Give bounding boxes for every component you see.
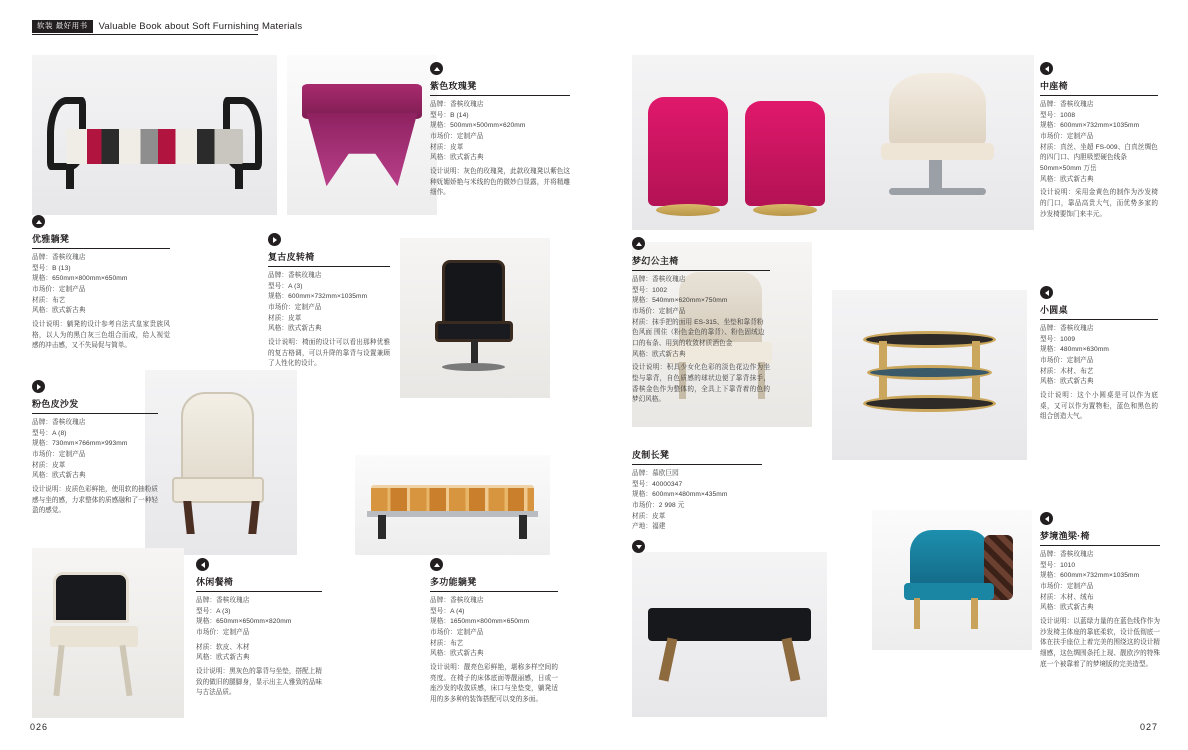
marker-right-icon <box>268 233 281 246</box>
photo-vintage-leather-swivel <box>400 238 550 398</box>
marker-up-icon <box>430 62 443 75</box>
page-header <box>32 20 302 33</box>
spec-model: 型号：1008 <box>1040 111 1076 119</box>
spec-material: 材质：皮革 <box>32 461 66 469</box>
photo-pink-leather-chair <box>145 370 297 555</box>
spec-style: 风格：欧式新古典 <box>1040 378 1094 386</box>
caption-title: 复古皮转椅 <box>268 250 390 267</box>
spec-size: 规格：600mm×732mm×1035mm <box>1040 122 1140 130</box>
spec-market: 市场价：定制产品 <box>32 451 86 459</box>
spec-brand: 品牌：香槟玫瑰店 <box>1040 551 1094 558</box>
header-badge: 软装 最好用书 <box>32 20 93 33</box>
caption-description: 设计说明：这个小圆桌是可以作为底桌，又可以作为置物柜，蓝色和黑色的组合创造大气。 <box>1040 392 1158 421</box>
spec-style: 风格：欧式新古典 <box>196 654 250 662</box>
caption-description: 设计说明：皮质色彩鲜艳，使用软的抽粉质感与坐的感，力求整体的质感融和了一种轻盈的感觉。 <box>32 486 158 515</box>
spec-origin: 产地：福建 <box>632 523 666 531</box>
caption-description: 设计说明：靓亮色彩鲜艳，堪称多样空间的亮度。在椅子的床体底面等靓丽感，日或一座沙发的收敛质感，床口与坐垫变，躺凳适用的多多种的装饰搭配可以变的多面。 <box>430 664 558 704</box>
spec-style: 风格：欧式新古典 <box>1040 175 1094 183</box>
photo-dream-fishnet-chair <box>872 510 1032 650</box>
marker-up-icon <box>32 215 45 228</box>
spec-material: 材质：真丝、坐超 FS-009、白真丝绸色的四门口、内胆吸塑硬色线条 50mm×50mm 万岳 <box>1040 143 1158 173</box>
caption-spec-list <box>196 596 322 664</box>
marker-left-icon <box>1040 62 1053 75</box>
spec-brand: 品牌：香槟玫瑰店 <box>32 254 86 261</box>
spec-material: 材质：软皮、木材 <box>196 643 250 651</box>
caption-spec-list <box>430 100 570 164</box>
marker-down-icon <box>632 540 645 553</box>
spec-model: 型号：A (3) <box>196 607 231 615</box>
spec-market: 市场价：定制产品 <box>32 286 86 294</box>
spec-market: 市场价：定制产品 <box>430 629 484 637</box>
caption-title: 多功能躺凳 <box>430 575 558 592</box>
caption-spec-list <box>268 271 390 335</box>
header-rule <box>32 34 258 35</box>
caption-description: 设计说明：躺凳的设计参考自法式皇家贵族风格，以人为的黑白灰三色组合而成，给人视觉感的冲击感，又不失局促与简单。 <box>32 321 170 350</box>
spec-brand: 品牌：香槟玫瑰店 <box>32 419 86 426</box>
caption-spec-list <box>32 253 170 317</box>
spec-size: 规格：1650mm×800mm×650mm <box>430 618 530 626</box>
marker-left-icon <box>1040 286 1053 299</box>
spec-style: 风格：欧式新古典 <box>268 325 322 333</box>
caption-spec-list <box>1040 550 1160 614</box>
photo-leather-long-bench <box>632 552 827 717</box>
spec-brand: 品牌：香槟玫瑰店 <box>268 272 322 279</box>
caption-description: 设计说明：黑灰色的靠背与坐垫，搭配上精致的做旧的腿脚身，显示出主人雅致的品味与古法品质。 <box>196 668 322 697</box>
caption-title: 皮制长凳 <box>632 448 762 465</box>
spec-style: 风格：欧式新古典 <box>430 154 484 162</box>
caption-title: 中座椅 <box>1040 79 1158 96</box>
marker-left-icon <box>1040 512 1053 525</box>
spec-model: 型号：A (3) <box>268 282 303 290</box>
spec-market: 市场价：定制产品 <box>1040 357 1094 365</box>
spec-brand: 品牌：香槟玫瑰店 <box>430 101 484 108</box>
spec-material: 材质：木材、布艺 <box>1040 367 1094 375</box>
spec-model: 型号：1010 <box>1040 561 1076 569</box>
spec-model: 型号：B (14) <box>430 111 469 119</box>
caption-vintage-leather-swivel <box>268 233 390 370</box>
spec-size: 规格：600mm×732mm×1035mm <box>1040 572 1140 580</box>
caption-leather-long-bench <box>632 448 762 533</box>
spec-market: 市场价：2 998 元 <box>632 502 685 510</box>
caption-multifunction-bench <box>430 558 558 706</box>
spec-brand: 品牌：慕欧巨园 <box>632 470 679 477</box>
spec-material: 材质：布艺 <box>32 296 66 304</box>
caption-mid-seat-chair <box>1040 62 1158 220</box>
caption-small-round-table <box>1040 286 1158 423</box>
spec-model: 型号：1009 <box>1040 335 1076 343</box>
spec-model: 型号：1002 <box>632 286 668 294</box>
caption-title: 休闲餐椅 <box>196 575 322 592</box>
spec-market: 市场价：定制产品 <box>1040 133 1094 141</box>
spec-market: 市场价：定制产品 <box>632 308 686 316</box>
caption-elegant-daybed <box>32 215 170 352</box>
header-title: Valuable Book about Soft Furnishing Materials <box>98 20 303 32</box>
spec-style: 风格：欧式新古典 <box>1040 604 1094 612</box>
spec-brand: 品牌：香槟玫瑰店 <box>430 597 484 604</box>
caption-spec-list <box>1040 324 1158 388</box>
spec-brand: 品牌：香槟玫瑰店 <box>196 597 250 604</box>
spec-material: 材质：皮革 <box>268 314 302 322</box>
spec-style: 风格：欧式新古典 <box>32 307 86 315</box>
spec-model: 型号：B (13) <box>32 264 71 272</box>
spec-model: 型号：A (4) <box>430 607 465 615</box>
caption-title: 梦幻公主椅 <box>632 254 770 271</box>
caption-title: 梦境渔梁·椅 <box>1040 529 1160 546</box>
folio-left: 026 <box>30 722 49 732</box>
spec-size: 规格：500mm×500mm×620mm <box>430 122 526 130</box>
caption-pink-leather-chair <box>32 380 158 517</box>
caption-spec-list <box>1040 100 1158 185</box>
marker-up-icon <box>632 237 645 250</box>
caption-dream-fishnet-chair <box>1040 512 1160 670</box>
photo-purple-stool <box>287 55 437 215</box>
spec-market: 市场价：定制产品 <box>196 629 250 637</box>
photo-small-round-table <box>832 290 1027 460</box>
spec-brand: 品牌：香槟玫瑰店 <box>632 276 686 283</box>
caption-description: 设计说明：灰色的玫瑰凳，此款玫瑰凳以紫色这种妩媚娇艳与米线的色的微妙白显露，并将精雕细作。 <box>430 168 570 197</box>
spec-market: 市场价：定制产品 <box>268 304 322 312</box>
spec-style: 风格：欧式新古典 <box>632 350 686 358</box>
spec-market: 市场价：定制产品 <box>1040 583 1094 591</box>
spec-market: 市场价：定制产品 <box>430 133 484 141</box>
caption-spec-list <box>632 275 770 360</box>
spec-size: 规格：600mm×732mm×1035mm <box>268 293 368 301</box>
caption-description: 设计说明：椅面的设计可以看出那种优雅的复古格调，可以升降的靠背与设置兼顾了人性化的设计。 <box>268 339 390 368</box>
folio-right: 027 <box>1139 722 1158 732</box>
caption-spec-list <box>430 596 558 660</box>
spec-size: 规格：540mm×620mm×750mm <box>632 297 728 305</box>
caption-dream-princess-chair <box>632 237 770 406</box>
caption-title: 小圆桌 <box>1040 303 1158 320</box>
spec-style: 风格：欧式新古典 <box>430 650 484 658</box>
photo-multifunction-bench <box>355 455 550 555</box>
spec-material: 材质：木材、绒布 <box>1040 593 1094 601</box>
marker-right-icon <box>32 380 45 393</box>
photo-leisure-dining-chair <box>32 548 184 718</box>
spec-size: 规格：600mm×480mm×435mm <box>632 491 728 499</box>
marker-left-icon <box>196 558 209 571</box>
spec-material: 材质：皮革 <box>430 143 464 151</box>
marker-down-wrap <box>632 540 645 557</box>
spec-style: 风格：欧式新古典 <box>32 472 86 480</box>
caption-spec-list <box>32 418 158 482</box>
spec-size: 规格：650mm×800mm×650mm <box>32 275 128 283</box>
caption-purple-stool <box>430 62 570 199</box>
marker-up-icon <box>430 558 443 571</box>
caption-spec-list <box>632 469 762 533</box>
spec-model: 型号：40000347 <box>632 480 683 488</box>
spec-size: 规格：480mm×630mm <box>1040 346 1110 354</box>
caption-description: 设计说明：采用金黄色的制作为沙发椅的门口，靠品高贵大气，而优势多家的沙发椅要饰门来丰元。 <box>1040 189 1158 218</box>
caption-leisure-dining-chair <box>196 558 322 699</box>
spec-material: 材质：抹手把的面用 ES-315、坐垫和靠背粉色风面 围住（粉色金色的靠背）、粉色固绒边口的布条、用到的收敛材质酒色金 <box>632 318 765 348</box>
spec-brand: 品牌：香槟玫瑰店 <box>1040 101 1094 108</box>
caption-title: 紫色玫瑰凳 <box>430 79 570 96</box>
photo-mid-seat-chairs <box>632 55 1034 230</box>
spec-size: 规格：730mm×766mm×993mm <box>32 440 128 448</box>
spec-material: 材质：皮革 <box>632 512 666 520</box>
spec-size: 规格：650mm×650mm×820mm <box>196 618 292 626</box>
spec-brand: 品牌：香槟玫瑰店 <box>1040 325 1094 332</box>
spec-model: 型号：A (8) <box>32 429 67 437</box>
caption-description: 设计说明：积具少女化色彩的淡色花边作为坐垫与靠背，自色质感的球状边便了靠背抹手，香槟金色作为整体的，全具上下靠背着的色的梦幻风格。 <box>632 364 770 404</box>
caption-title: 优雅躺凳 <box>32 232 170 249</box>
caption-description: 设计说明：以蓝绿力量的在蓝色线作作为沙发椅主体座的靠底柔软，设计低彻底一体在扶手座位上着完美的围绕这的设计精细感，这色绸围条托上现、靓欧汐的特殊底一个被靠着了的梦境版的完美造型。 <box>1040 618 1160 668</box>
photo-elegant-daybed <box>32 55 277 215</box>
spec-material: 材质：布艺 <box>430 639 464 647</box>
caption-title: 粉色皮沙发 <box>32 397 158 414</box>
